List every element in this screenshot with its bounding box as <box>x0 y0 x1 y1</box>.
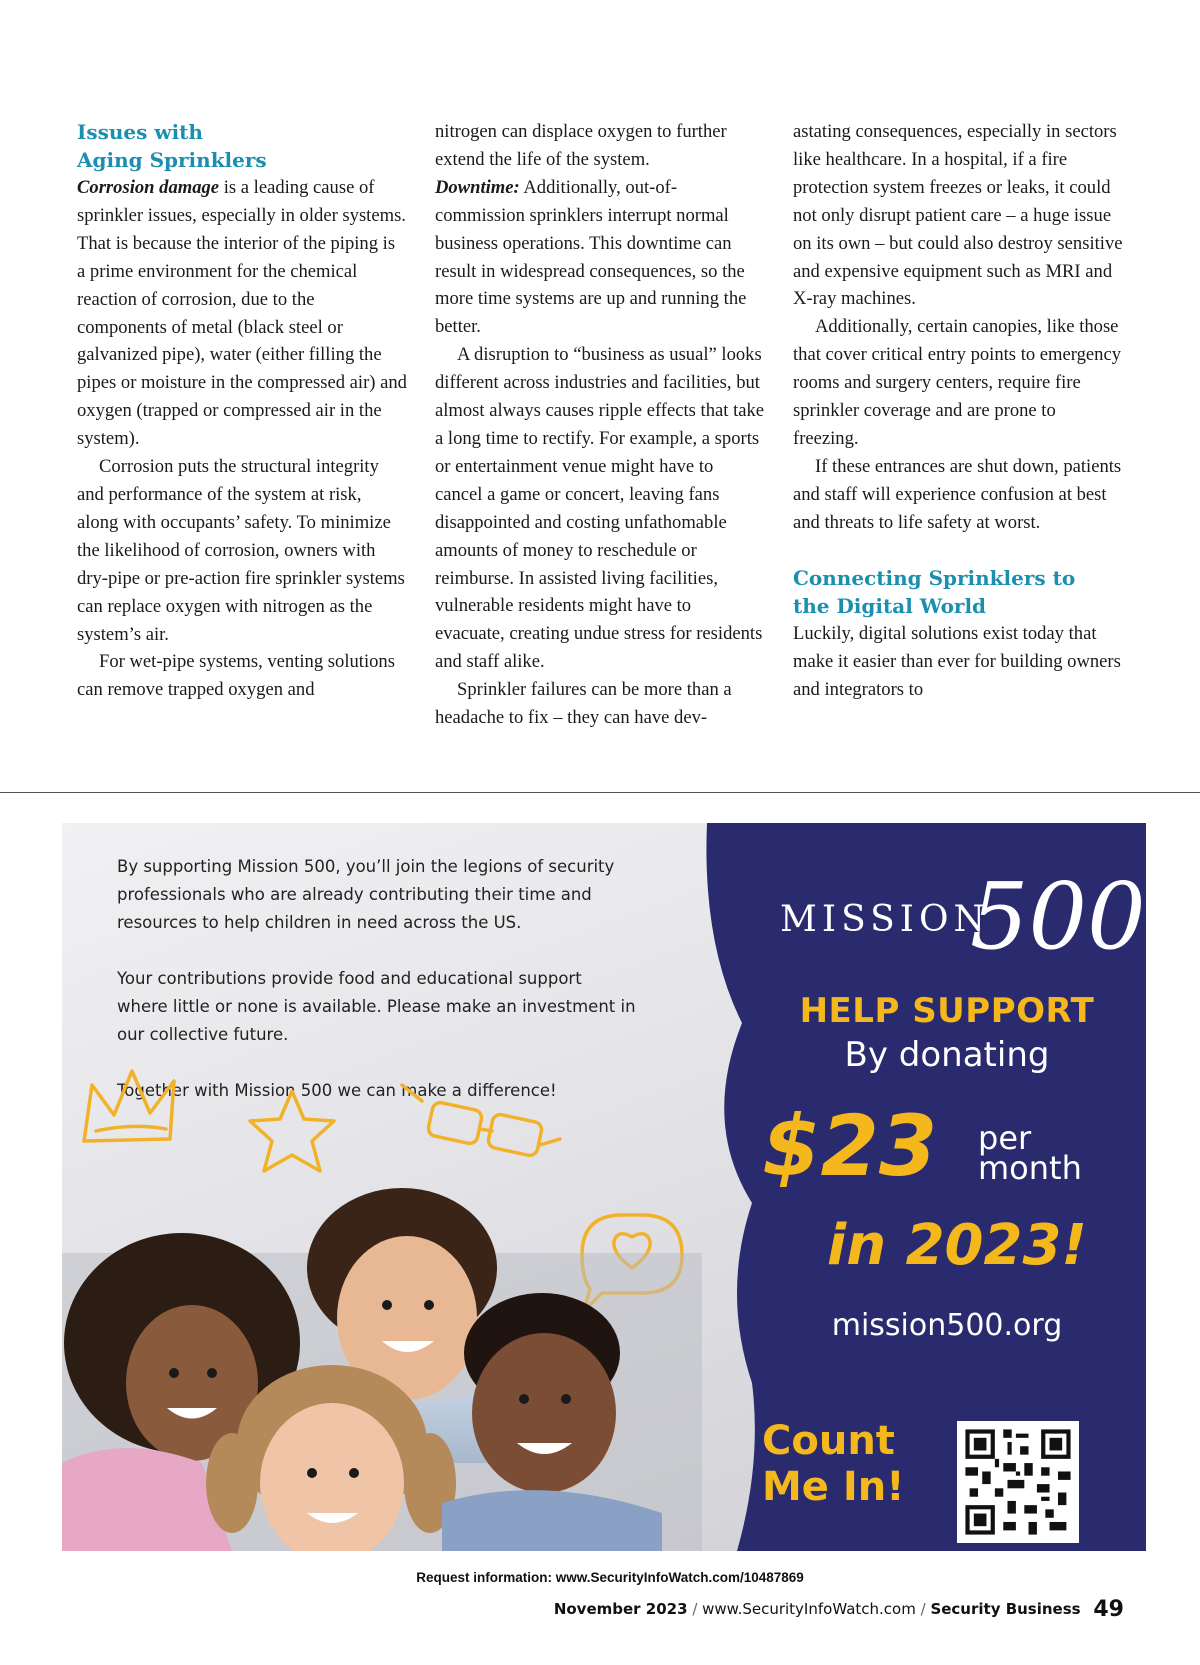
mission500-logo <box>752 853 1142 963</box>
donation-amount: $23 <box>762 1097 938 1195</box>
divider <box>0 792 1200 793</box>
paragraph: nitrogen can displace oxygen to further extend the life of the system. <box>435 121 727 170</box>
paragraph: Additionally, certain canopies, like those that cover critical entry points to emergency rooms and surgery centers, require fire sprinkler coverage and are prone to freezing. <box>793 316 1122 449</box>
article-column-1 <box>77 118 407 704</box>
mission500-advertisement[interactable] <box>62 823 1146 1551</box>
paragraph: Luckily, digital solutions exist today that make it easier than ever for building owners and integrators to <box>793 623 1121 701</box>
page-footer: November 2023 / www.SecurityInfoWatch.com / Security Business 49 <box>553 1597 1124 1622</box>
section-heading: Issues with Aging Sprinklers <box>77 120 267 172</box>
mission500-logo-mark <box>752 853 1142 963</box>
by-donating-text: By donating <box>844 1035 1050 1075</box>
article-column-3 <box>793 118 1123 704</box>
paragraph: For wet-pipe systems, venting solutions can remove trapped oxygen and <box>77 651 395 701</box>
article-body <box>77 118 1127 768</box>
paragraph: Downtime: Additionally, out-of-commission sprinklers interrupt normal business operations. This downtime can result in widespread consequences, so the more time systems are up and running the better. <box>435 176 747 338</box>
paragraph: astating consequences, especially in sectors like healthcare. In a hospital, if a fire protection system freezes or leaks, it could not only disrupt patient care – a huge issue on its own – but could also destroy sensitive and expensive equipment such as MRI and X-ray machines. <box>793 121 1123 310</box>
paragraph: Corrosion puts the structural integrity and performance of the system at risk, along with occupants’ safety. To minimize the likelihood of corrosion, owners with dry-pipe or pre-action fire sprinkler systems can replace oxygen with nitrogen as the system’s air. <box>77 456 405 645</box>
per-month-label: per month <box>978 1119 1082 1187</box>
issue-date: November 2023 <box>553 1600 688 1618</box>
qr-code-icon[interactable] <box>957 1421 1079 1543</box>
mission500-url[interactable]: mission500.org <box>831 1308 1063 1343</box>
paragraph: If these entrances are shut down, patients and staff will experience confusion at best and threats to life safety at worst. <box>793 455 1122 533</box>
page-number: 49 <box>1093 1597 1124 1622</box>
campaign-year: in 2023! <box>827 1213 1087 1278</box>
request-information-line[interactable]: Request information: www.SecurityInfoWatch.com/10487869 <box>416 1570 804 1585</box>
ad-copy: By supporting Mission 500, you’ll join the legions of security professionals who are already contributing their time and resources to help children in need across the US. Your contributions provide food and educational support where little or none is available. Please make an investment in our collective future. Together with Mission 500 we can make a difference! <box>117 857 636 1100</box>
footer-site-link[interactable]: www.SecurityInfoWatch.com <box>702 1600 916 1618</box>
paragraph: A disruption to “business as usual” looks different across industries and facilities, but almost always causes ripple effects that take a long time to rectify. For example, a sports or entertainment venue might have to cancel a game or concert, leaving fans disappointed and costing unfathomable amounts of money to reschedule or reimburse. In assisted living facilities, vulnerable residents might have to evacuate, creating undue stress for residents and staff alike. <box>435 344 765 673</box>
article-column-2 <box>435 118 765 732</box>
count-me-in-text: Count Me In! <box>762 1418 905 1510</box>
magazine-name: Security Business <box>930 1600 1081 1618</box>
paragraph: Corrosion damage is a leading cause of sprinkler issues, especially in older systems. That is because the interior of the piping is a prime environment for the chemical reaction of corrosion, due to the components of metal (black steel or galvanized pipe), water (either filling the pipes or moisture in the compressed air) and oxygen (trapped or compressed air in the system). <box>77 177 407 450</box>
svg-text:500: 500 <box>970 863 1142 963</box>
help-support-heading: HELP SUPPORT <box>799 991 1095 1031</box>
paragraph: Sprinkler failures can be more than a headache to fix – they can have dev- <box>435 679 732 729</box>
svg-text:MISSION: MISSION <box>780 899 991 940</box>
section-heading: Connecting Sprinklers to the Digital World <box>793 566 1076 619</box>
